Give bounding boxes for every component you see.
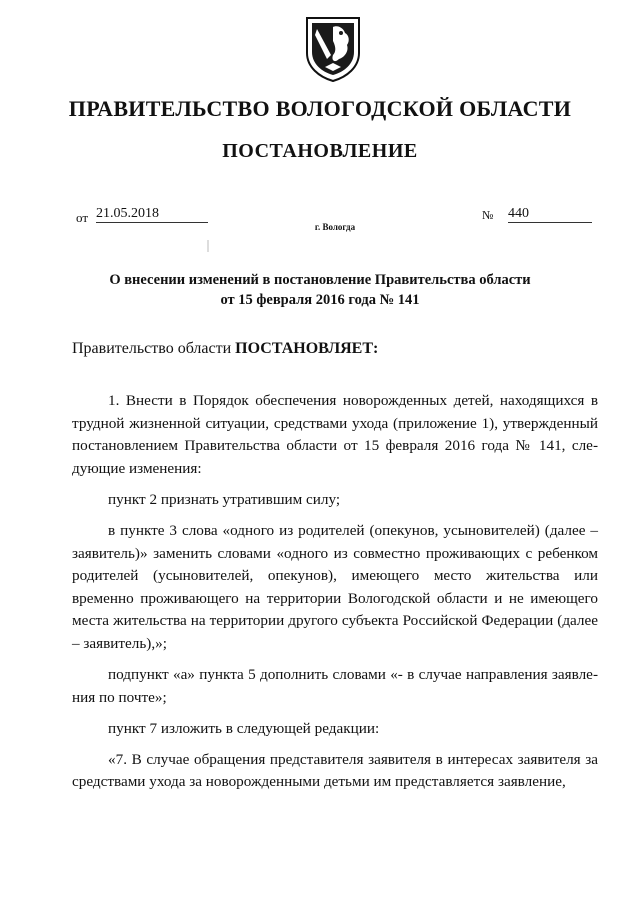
date-label: от (76, 210, 89, 225)
subject-line-1: О внесении изменений в постановление Правительства области (109, 272, 531, 288)
coat-of-arms-emblem (303, 15, 363, 83)
document-subject (60, 270, 580, 310)
paragraph-1: 1. Внести в Порядок обеспечения новорожденных детей, находящихся в трудной жизненной ситуации, средствами ухода (приложение 1), утвержденный постановлением Правительства области от 15 февраля 2016 года № 141, следующие изменения: (72, 392, 598, 477)
subject-line-2: от 15 февраля 2016 года № 141 (220, 292, 420, 308)
preamble-lead: Правительство области (72, 340, 232, 357)
government-title: ПРАВИТЕЛЬСТВО ВОЛОГОДСКОЙ ОБЛАСТИ (68, 96, 572, 121)
city-label: г. Вологда (314, 222, 356, 232)
paragraph-5: пункт 7 изложить в следующей редакции: (108, 719, 380, 737)
document-type-title: ПОСТАНОВЛЕНИЕ (222, 140, 418, 162)
number-label: № (482, 208, 494, 222)
document-date: 21.05.2018 (96, 206, 208, 223)
preamble (72, 340, 378, 358)
paragraph-3: в пункте 3 слова «одного из родителей (опекунов, усыновителей) (далее – заявитель)» заменить словами «одного из совместно проживающих с ребенком родителей (усыновителей, опекунов), имеющего место жительства или временно проживающего на территории Вологодской области и не имеющего места жительства на территории другого субъекта Российской Федерации (далее – заявитель),»; (72, 521, 598, 652)
paragraph-6: «7. В случае обращения представителя заявителя в интересах заявителя за средствами ухода за новорожденными детьми им представляется заявление, (72, 750, 598, 791)
paragraph-4: подпункт «а» пункта 5 дополнить словами «- в случае направления заявления по почте»; (72, 666, 598, 706)
preamble-verb: ПОСТАНОВЛЯЕТ: (235, 340, 379, 357)
document-number: 440 (508, 206, 592, 223)
document-body (72, 390, 598, 803)
paragraph-2: пункт 2 признать утратившим силу; (108, 490, 341, 508)
